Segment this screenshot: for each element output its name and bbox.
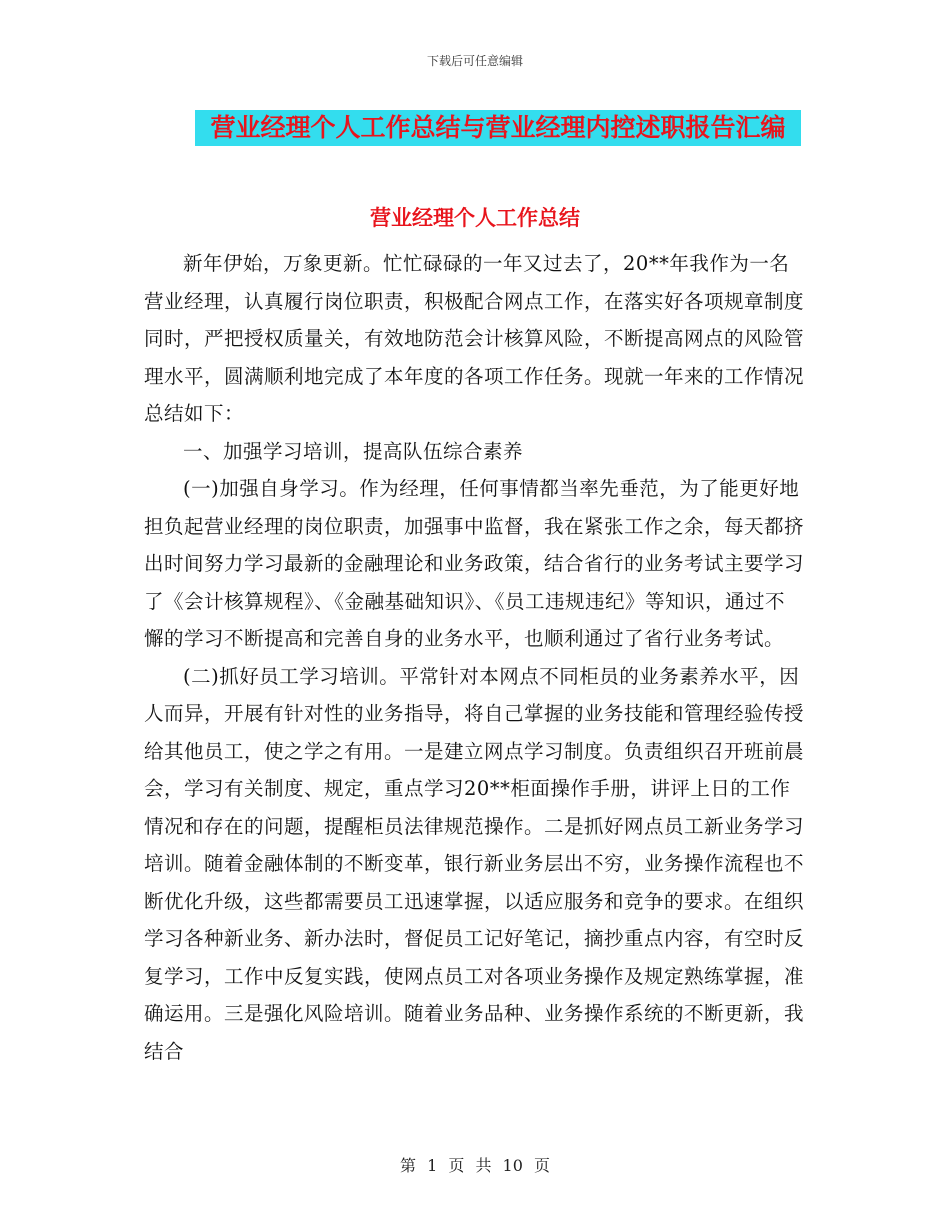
heading-section-one: 一、加强学习培训，提高队伍综合素养 (183, 439, 524, 463)
paragraph-self-study: (一)加强自身学习。作为经理，任何事情都当率先垂范，为了能更好地担负起营业经理的岗位职责，加强事中监督，我在紧张工作之余，每天都挤出时间努力学习最新的金融理论和业务政策，结合省行的业务考试主要学习了《会计核算规程》、《金融基础知识》、《员工违规违纪》等知识，通过不懈的学习不断提高和完善自身的业务水平，也顺利通过了省行业务考试。 (144, 477, 805, 650)
section-title: 营业经理个人工作总结 (370, 206, 580, 230)
document-title: 营业经理个人工作总结与营业经理内控述职报告汇编 (195, 110, 801, 146)
paragraph-staff-training: (二)抓好员工学习培训。平常针对本网点不同柜员的业务素养水平，因人而异，开展有针对性的业务指导，将自己掌握的业务技能和管理经验传授给其他员工，使之学之有用。一是建立网点学习制度。负责组织召开班前晨会，学习有关制度、规定，重点学习20**柜面操作手册，讲评上日的工作情况和存在的问题，提醒柜员法律规范操作。二是抓好网点员工新业务学习培训。随着金融体制的不断变革，银行新业务层出不穷，业务操作流程也不断优化升级，这些都需要员工迅速掌握，以适应服务和竞争的要求。在组织学习各种新业务、新办法时，督促员工记好笔记，摘抄重点内容，有空时反复学习，工作中反复实践，使网点员工对各项业务操作及规定熟练掌握，准确运用。三是强化风险培训。随着业务品种、业务操作系统的不断更新，我结合 (144, 664, 805, 1063)
header-note: 下载后可任意编辑 (426, 54, 523, 68)
paragraph-intro: 新年伊始，万象更新。忙忙碌碌的一年又过去了，20**年我作为一名营业经理，认真履行岗位职责，积极配合网点工作，在落实好各项规章制度同时，严把授权质量关，有效地防范会计核算风险，不断提高网点的风险管理水平，圆满顺利地完成了本年度的各项工作任务。现就一年来的工作情况总结如下： (144, 252, 805, 425)
page-footer: 第 1 页 共 10 页 (400, 1156, 550, 1175)
body-text (144, 245, 804, 1070)
